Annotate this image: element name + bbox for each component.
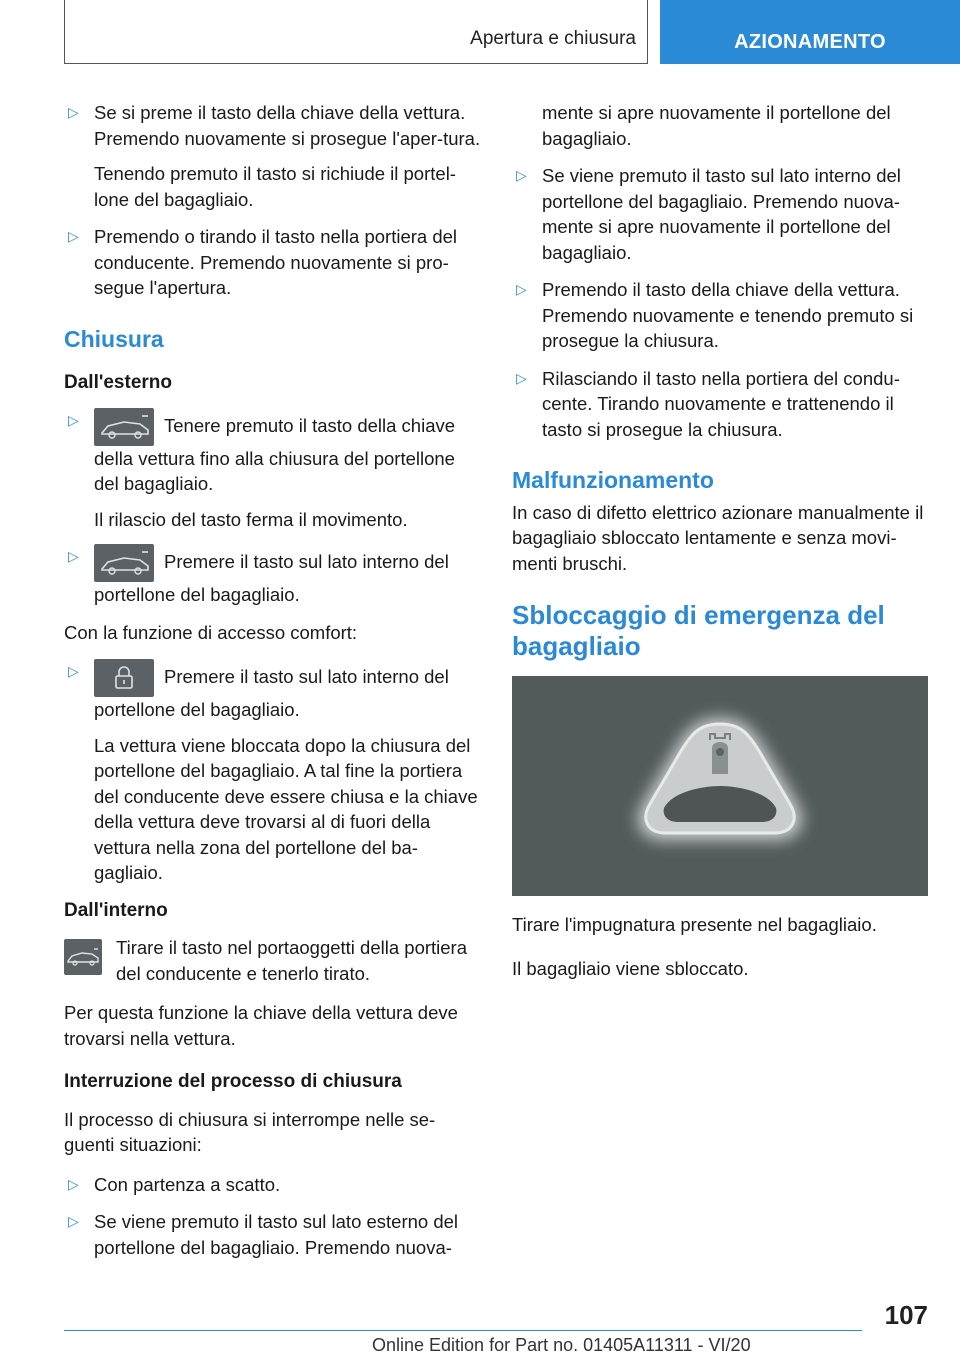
triangle-bullet-icon: ▷ [516, 281, 527, 297]
left-column [64, 100, 482, 1272]
tailgate-handle-photo [512, 676, 928, 896]
triangle-bullet-icon: ▷ [68, 411, 79, 428]
triangle-bullet-icon: ▷ [68, 1213, 79, 1229]
list-item: ▷ Se viene premuto il tasto sul lato esterno del portellone del bagagliaio. Premendo nuova- [68, 1211, 459, 1258]
comfort-text: Con la funzione di accesso comfort: [64, 621, 358, 643]
list-item: ▷ Premendo il tasto della chiave della vettura. Premendo nuovamente e tenendo premuto si prosegue la chiusura. [516, 279, 914, 351]
interior-note: Per questa funzione la chiave della vettura deve trovarsi nella vettura. [64, 1002, 458, 1049]
right-column [512, 100, 930, 995]
lock-icon [94, 659, 154, 697]
list-item: ▷ Se si preme il tasto della chiave della vettura. Premendo nuovamente si prosegue l'aper-tura. Tenendo premuto il tasto si richiude il portel-lone del bagagliaio. [68, 102, 481, 210]
photo-result: Il bagagliaio viene sbloccato. [512, 957, 749, 979]
car-tailgate-icon [94, 408, 154, 446]
list-item: ▷ Con partenza a scatto. [64, 1172, 482, 1198]
triangle-bullet-icon: ▷ [68, 104, 79, 120]
heading-esterno: Dall'esterno [64, 372, 172, 393]
triangle-bullet-icon: ▷ [516, 167, 527, 183]
malfunction-text: In caso di difetto elettrico azionare manualmente il bagagliaio sbloccato lentamente e senza movi-menti bruschi. [512, 501, 924, 574]
triangle-bullet-icon: ▷ [68, 548, 79, 564]
interruption-text: Il processo di chiusura si interrompe nelle se-guenti situazioni: [64, 1108, 436, 1155]
list-item: ▷ Tenere premuto il tasto della chiave della vettura fino alla chiusura del portellone del bagagliaio. Il rilascio del tasto ferma il movimento. [64, 408, 482, 533]
footer-divider [64, 1330, 862, 1331]
triangle-bullet-icon: ▷ [516, 369, 527, 386]
header-chapter-tab: AZIONAMENTO [660, 0, 960, 64]
car-tailgate-icon [64, 939, 102, 975]
triangle-bullet-icon: ▷ [68, 663, 79, 679]
heading-malfunzionamento: Malfunzionamento [512, 467, 714, 493]
list-item: ▷ Premendo o tirando il tasto nella portiera del conducente. Premendo nuovamente si pro-segue l'apertura. [68, 226, 458, 298]
car-tailgate-icon [94, 544, 154, 582]
list-item: ▷ Premere il tasto sul lato interno del portellone del bagagliaio. La vettura viene bloccata dopo la chiusura del portellone del bagagliaio. A tal fine la portiera del conducente deve essere chiusa e la chiave della vettura deve trovarsi al di fuori della vettura nella zona del portellone del ba-gagliaio. [64, 659, 482, 886]
heading-interruzione: Interruzione del processo di chiusura [64, 1071, 402, 1092]
list-item: ▷ Se viene premuto il tasto sul lato interno del portellone del bagagliaio. Premendo nuova-mente si apre nuovamente il portellone del bagagliaio. [516, 165, 901, 263]
list-item: ▷ Premere il tasto sul lato interno del portellone del bagagliaio. [64, 544, 482, 608]
footer-edition: Online Edition for Part no. 01405A11311 - VI/20 [372, 1335, 751, 1355]
heading-chiusura: Chiusura [64, 325, 164, 352]
page-number: 107 [884, 1300, 928, 1330]
triangle-bullet-icon: ▷ [68, 228, 79, 244]
photo-caption: Tirare l'impugnatura presente nel bagagliaio. [512, 914, 877, 935]
heading-sbloccaggio: Sbloccaggio di emergenza del bagagliaio [512, 600, 885, 661]
triangle-bullet-icon: ▷ [68, 1175, 79, 1192]
header-section-title: Apertura e chiusura [470, 28, 636, 49]
interior-button-row: Tirare il tasto nel portaoggetti della portiera del conducente e tenerlo tirato. [64, 935, 482, 986]
heading-interno: Dall'interno [64, 899, 168, 921]
continued-text: mente si apre nuovamente il portellone del bagagliaio. [542, 102, 891, 149]
list-item: ▷ Rilasciando il tasto nella portiera del condu-cente. Tirando nuovamente e trattenendo il tasto si prosegue la chiusura. [516, 367, 900, 440]
